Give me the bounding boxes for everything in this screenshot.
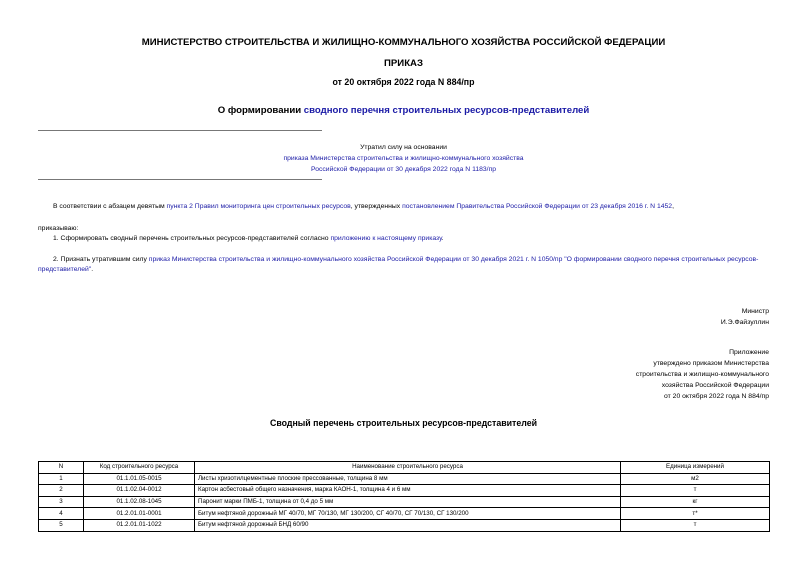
row-unit: т* xyxy=(621,508,770,520)
row-code: 01.1.02.08-1045 xyxy=(84,496,195,508)
row-unit: м2 xyxy=(621,473,770,485)
appendix-link[interactable]: приложению к настоящему приказу xyxy=(330,235,442,242)
row-unit: т xyxy=(621,485,770,497)
row-name: Паронит марки ПМБ-1, толщина от 0,4 до 5 мм xyxy=(195,496,621,508)
signature-position: Министр xyxy=(741,308,769,315)
col-header-name: Наименование строительного ресурса xyxy=(195,462,621,474)
repeal-order-link-line1[interactable]: приказа Министерства строительства и жилищно-коммунального хозяйства xyxy=(283,155,524,162)
row-name: Битум нефтяной дорожный БНД 60/90 xyxy=(195,519,621,531)
appendix-line2: строительства и жилищно-коммунального xyxy=(635,371,769,378)
table-row xyxy=(39,496,770,508)
doc-title-link[interactable]: сводного перечня строительных ресурсов-представителей xyxy=(303,105,590,116)
appendix-line4: от 20 октября 2022 года N 884/пр xyxy=(664,393,769,400)
col-header-unit: Единица измерений xyxy=(621,462,770,474)
repeal-note xyxy=(0,142,807,175)
basis-text-c: , xyxy=(672,203,674,210)
signature-block xyxy=(721,306,769,328)
doc-date-number: от 20 октября 2022 года N 884/пр xyxy=(332,77,475,87)
item1-text-a: 1. Сформировать сводный перечень строительных ресурсов-представителей согласно xyxy=(53,235,331,242)
basis-text-a: В соответствии с абзацем девятым xyxy=(53,203,167,210)
row-name: Картон асбестовый общего назначения, марка КАОН-1, толщина 4 и 6 мм xyxy=(195,485,621,497)
appendix-line3: хозяйства Российской Федерации xyxy=(661,382,769,389)
appendix-label: Приложение xyxy=(729,349,769,356)
row-number: 5 xyxy=(39,519,84,531)
government-decree-link[interactable]: постановлением Правительства Российской Федерации от 23 декабря 2016 г. N 1452 xyxy=(402,203,673,210)
appendix-approval-block xyxy=(636,347,769,402)
row-name: Листы хризотилцементные плоские прессованные, толщина 8 мм xyxy=(195,473,621,485)
row-number: 1 xyxy=(39,473,84,485)
row-number: 4 xyxy=(39,508,84,520)
basis-text-b: , утвержденных xyxy=(350,203,403,210)
row-unit: т xyxy=(621,519,770,531)
divider-top xyxy=(38,130,322,131)
table-header-row xyxy=(39,462,770,474)
item1-text-b: . xyxy=(441,235,444,242)
table-row xyxy=(39,485,770,497)
paragraph-item-2 xyxy=(38,255,770,276)
row-number: 3 xyxy=(39,496,84,508)
row-name: Битум нефтяной дорожный МГ 40/70, МГ 70/130, МГ 130/200, СГ 40/70, СГ 70/130, СГ 130/200 xyxy=(195,508,621,520)
repeal-order-link-line2[interactable]: Российской Федерации от 30 декабря 2022 года N 1183/пр xyxy=(310,166,497,173)
signature-name: И.Э.Файзуллин xyxy=(720,319,769,326)
table-row xyxy=(39,508,770,520)
row-code: 01.2.01.01-1022 xyxy=(84,519,195,531)
repealed-order-link[interactable]: приказ Министерства строительства и жилищно-коммунального хозяйства Российской Федерации от 30 декабря 2021 г. N 1050/пр "О формировании сводного перечня строительных ресурсов-представителей" xyxy=(38,256,759,274)
doc-title xyxy=(0,105,807,116)
doc-type-heading: ПРИКАЗ xyxy=(384,58,423,69)
order-word: приказываю: xyxy=(38,225,79,232)
doc-title-prefix: О формировании xyxy=(217,105,304,116)
row-code: 01.1.01.05-0015 xyxy=(84,473,195,485)
appendix-title: Сводный перечень строительных ресурсов-представителей xyxy=(269,418,538,428)
divider-bottom xyxy=(38,179,322,180)
paragraph-item-1 xyxy=(38,234,770,244)
row-code: 01.2.01.01-0001 xyxy=(84,508,195,520)
col-header-code: Код строительного ресурса xyxy=(84,462,195,474)
item2-text-b: . xyxy=(91,266,94,274)
rules-link[interactable]: пункта 2 Правил мониторинга цен строительных ресурсов xyxy=(166,203,351,210)
table-row xyxy=(39,519,770,531)
paragraph-basis xyxy=(38,202,770,212)
col-header-number: N xyxy=(39,462,84,474)
ministry-heading: МИНИСТЕРСТВО СТРОИТЕЛЬСТВА И ЖИЛИЩНО-КОММУНАЛЬНОГО ХОЗЯЙСТВА РОССИЙСКОЙ ФЕДЕРАЦИИ xyxy=(141,37,666,48)
item2-text-a: 2. Признать утратившим силу xyxy=(53,256,149,263)
appendix-line1: утверждено приказом Министерства xyxy=(653,360,769,367)
repeal-note-line1: Утратил силу на основании xyxy=(360,144,447,151)
row-code: 01.1.02.04-0012 xyxy=(84,485,195,497)
row-unit: кг xyxy=(621,496,770,508)
row-number: 2 xyxy=(39,485,84,497)
resources-table xyxy=(38,461,770,532)
table-row xyxy=(39,473,770,485)
